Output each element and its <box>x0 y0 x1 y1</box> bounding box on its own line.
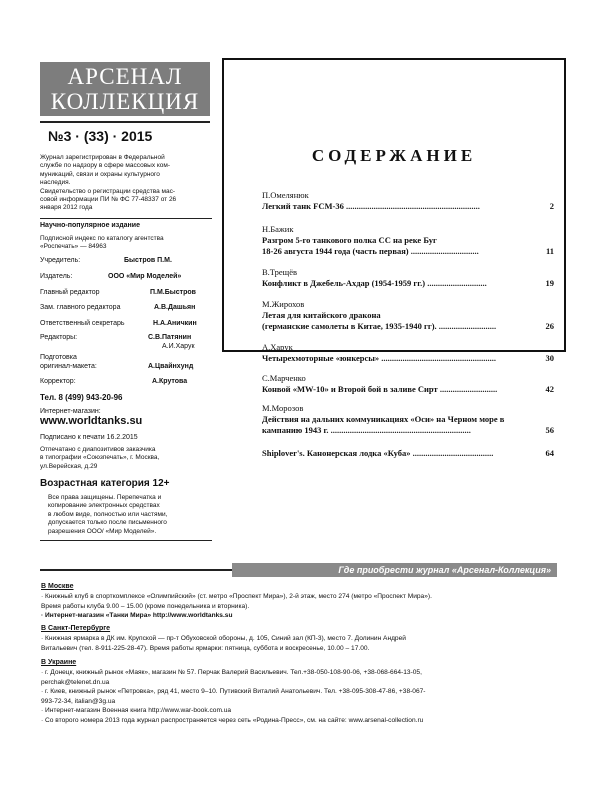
text-line: января 2012 года <box>40 204 93 212</box>
text-line: Журнал зарегистрирован в Федеральной <box>40 154 165 161</box>
divider <box>40 218 212 219</box>
toc-page: 2 <box>549 201 554 211</box>
text-line: службе по надзору в сфере массовых ком- <box>40 162 171 170</box>
staff-role: Редакторы: <box>40 334 78 341</box>
text-line: · г. Киев, книжный рынок «Петровка», ряд 41, место 9–10. Путивский Виталий Анатольевич. Тел. +38-095-308-47-86, +38-067- <box>41 688 426 695</box>
staff-name: ООО «Мир Моделей» <box>108 273 182 280</box>
text-line: «Роспечать» — 84963 <box>40 243 107 251</box>
where-to-buy-title: Где приобрести журнал «Арсенал-Коллекция» <box>338 565 551 575</box>
toc-author: П.Омелянюк <box>262 190 309 200</box>
divider <box>40 540 212 541</box>
text-line: Витальевич (тел. 8-911-225-28-47). Время работы ярмарки: пятница, суббота и воскресенье, 10.00 – 17.00. <box>41 644 370 652</box>
toc-page: 19 <box>545 278 554 288</box>
text-line: в типографии «Союзпечать», г. Москва, <box>40 454 160 462</box>
toc-entry <box>262 299 554 332</box>
text-line: Все права защищены. Перепечатка и <box>48 494 162 501</box>
spb-info <box>41 634 561 653</box>
toc-author: В.Трещёв <box>262 267 298 277</box>
registration-text <box>40 154 212 213</box>
toc-entry <box>262 373 554 395</box>
divider <box>40 569 232 571</box>
staff-row <box>40 257 172 264</box>
toc-title-line: Конвой «MW-10» и Второй бой в заливе Сирт ........................... <box>262 384 498 394</box>
text-line: Отпечатано с диапозитивов заказчика <box>40 446 156 453</box>
toc-title-line: (германские самолеты в Китае, 1935-1940 гг). ........................... <box>262 321 497 331</box>
staff-name: А.Крутова <box>152 378 188 385</box>
toc-author: Н.Бажик <box>262 224 294 234</box>
staff-row <box>40 304 196 311</box>
toc-author: А.Харук <box>262 342 293 352</box>
toc-title-line: Четырехмоторные «юнкерсы» ...................................................... <box>262 353 497 363</box>
staff-role: Зам. главного редактора <box>40 304 121 311</box>
toc-title-line: Конфликт в Джебель-Ахдар (1954-1959 гг.) ............................ <box>262 278 487 288</box>
text-line: Время работы клуба 9.00 – 15.00 (кроме понедельника и вторника). <box>41 602 250 610</box>
staff-name: П.М.Быстров <box>150 289 196 296</box>
text-line: допускается только после письменного <box>48 519 167 527</box>
text-line: ул.Верейская, д.29 <box>40 462 98 470</box>
logo-line-1: АРСЕНАЛ <box>67 64 183 89</box>
toc-title-line: Действия на дальних коммуникациях «Оси» на Черном море в <box>262 414 505 424</box>
toc-page: 64 <box>545 448 554 458</box>
staff-role: Ответственный секретарь <box>40 320 125 327</box>
toc-entry <box>262 342 554 364</box>
staff-role: оригинал-макета: <box>40 363 97 370</box>
toc-page: 30 <box>545 353 554 363</box>
toc-author: М.Морозов <box>262 403 304 413</box>
toc-title-line: Shiplover's. Канонерская лодка «Куба» ...................................... <box>262 448 494 458</box>
printing-info <box>40 446 212 471</box>
toc-title-line: Разгром 5-го танкового полка СС на реке Буг <box>262 235 437 245</box>
toc-entry <box>262 224 554 257</box>
staff-row <box>40 273 182 280</box>
staff-role: Подготовка <box>40 354 77 361</box>
staff-role: Издатель: <box>40 273 73 280</box>
staff-name: С.В.Патянин <box>148 334 192 341</box>
logo-line-2: КОЛЛЕКЦИЯ <box>50 89 200 114</box>
toc-title-line: 18-26 августа 1944 года (часть первая) ................................ <box>262 246 479 256</box>
toc-author: С.Марченко <box>262 373 306 383</box>
text-line[interactable]: · Со второго номера 2013 года журнал распространяется через сеть «Родина-Пресс», см. на сайте: www.arsenal-collection.ru <box>41 716 424 724</box>
toc-page: 26 <box>545 321 554 331</box>
staff-row <box>40 363 194 370</box>
toc-title-line: Летая для китайского дракона <box>262 310 381 320</box>
staff-name: А.И.Харук <box>162 343 195 350</box>
text-line: · Книжная ярмарка в ДК им. Крупской — пр-т Обуховской обороны, д. 105, Синий зал (КП-3), место 7. Долинин Андрей <box>41 635 406 642</box>
toc-entry <box>262 448 554 459</box>
staff-name: А.Цвайнхунд <box>148 363 194 370</box>
toc-entry <box>262 403 554 436</box>
staff-name: А.В.Дашьян <box>154 304 196 311</box>
toc-page: 56 <box>545 425 554 435</box>
city-moscow: В Москве <box>41 583 74 590</box>
text-line[interactable]: perchak@telenet.dn.ua <box>41 678 110 686</box>
text-line: Свидетельство о регистрации средства мас- <box>40 187 176 195</box>
shop-label: Интернет-магазин: <box>40 408 101 415</box>
text-line: совой информации ПИ № ФС 77-48337 от 26 <box>40 196 177 204</box>
text-line: · г. Донецк, книжный рынок «Маяк», магазин № 57. Перчак Валерий Васильевич. Тел.+38-050-108-90-06, +38-068-664-13-05, <box>41 669 422 676</box>
toc-page: 11 <box>545 246 554 256</box>
toc-page: 42 <box>545 384 554 394</box>
staff-row <box>40 320 197 327</box>
staff-name: Н.А.Аничкин <box>153 320 197 327</box>
city-ukraine: В Украине <box>41 659 77 666</box>
text-line[interactable]: 993-72-34, italian@3g.ua <box>41 697 116 705</box>
divider <box>40 121 210 123</box>
toc-entry <box>262 190 554 212</box>
magazine-logo <box>40 62 210 116</box>
text-line: Подписной индекс по каталогу агентства <box>40 235 164 242</box>
staff-role: Учредитель: <box>40 257 81 264</box>
staff-row <box>40 334 192 341</box>
staff-role: Корректор: <box>40 378 76 385</box>
text-line[interactable]: · Интернет-магазин Военная книга http://www.war-book.com.ua <box>41 707 232 714</box>
text-line: муникаций, связи и охраны культурного <box>40 170 160 178</box>
text-line: · Книжный клуб в спорткомплексе «Олимпийский» (ст. метро «Проспект Мира»), 2-й этаж, место 274 (метро «Проспект Мира»). <box>41 593 432 600</box>
rights-text <box>48 494 212 536</box>
city-spb: В Санкт-Петербурге <box>41 625 111 632</box>
toc-author: М.Жирохов <box>262 299 305 309</box>
issue-number: №3 · (33) · 2015 <box>48 128 153 144</box>
age-rating: Возрастная категория 12+ <box>40 478 170 489</box>
text-line: копирование электронных средствах <box>48 502 160 510</box>
staff-row <box>40 378 188 385</box>
staff-row <box>40 354 77 361</box>
text-line[interactable]: · Интернет-магазин «Танки Мира» http://www.worldtanks.su <box>41 612 233 619</box>
staff-row <box>40 289 196 296</box>
text-line: разрешения ООО/ «Мир Моделей». <box>48 527 157 535</box>
toc-entry <box>262 267 554 289</box>
popular-label: Научно-популярное издание <box>40 222 140 229</box>
toc-title-line: Легкий танк FCM-36 ............................................................... <box>262 201 480 211</box>
where-to-buy-header <box>232 563 557 577</box>
table-of-contents <box>222 58 566 458</box>
toc-title: СОДЕРЖАНИЕ <box>311 146 477 165</box>
text-line: в любом виде, полностью или частями, <box>48 510 168 518</box>
subscription-text <box>40 235 212 252</box>
ukraine-info <box>41 668 561 725</box>
moscow-info <box>41 592 561 621</box>
toc-title-line: кампанию 1943 г. .................................................................. <box>262 425 471 435</box>
signed-date: Подписано к печати 16.2.2015 <box>40 434 138 441</box>
text-line: наследия. <box>40 179 71 187</box>
staff-name: Быстров П.М. <box>124 257 172 264</box>
shop-link[interactable]: www.worldtanks.su <box>40 415 143 427</box>
staff-role: Главный редактор <box>40 289 100 296</box>
phone: Тел. 8 (499) 943-20-96 <box>40 393 123 402</box>
